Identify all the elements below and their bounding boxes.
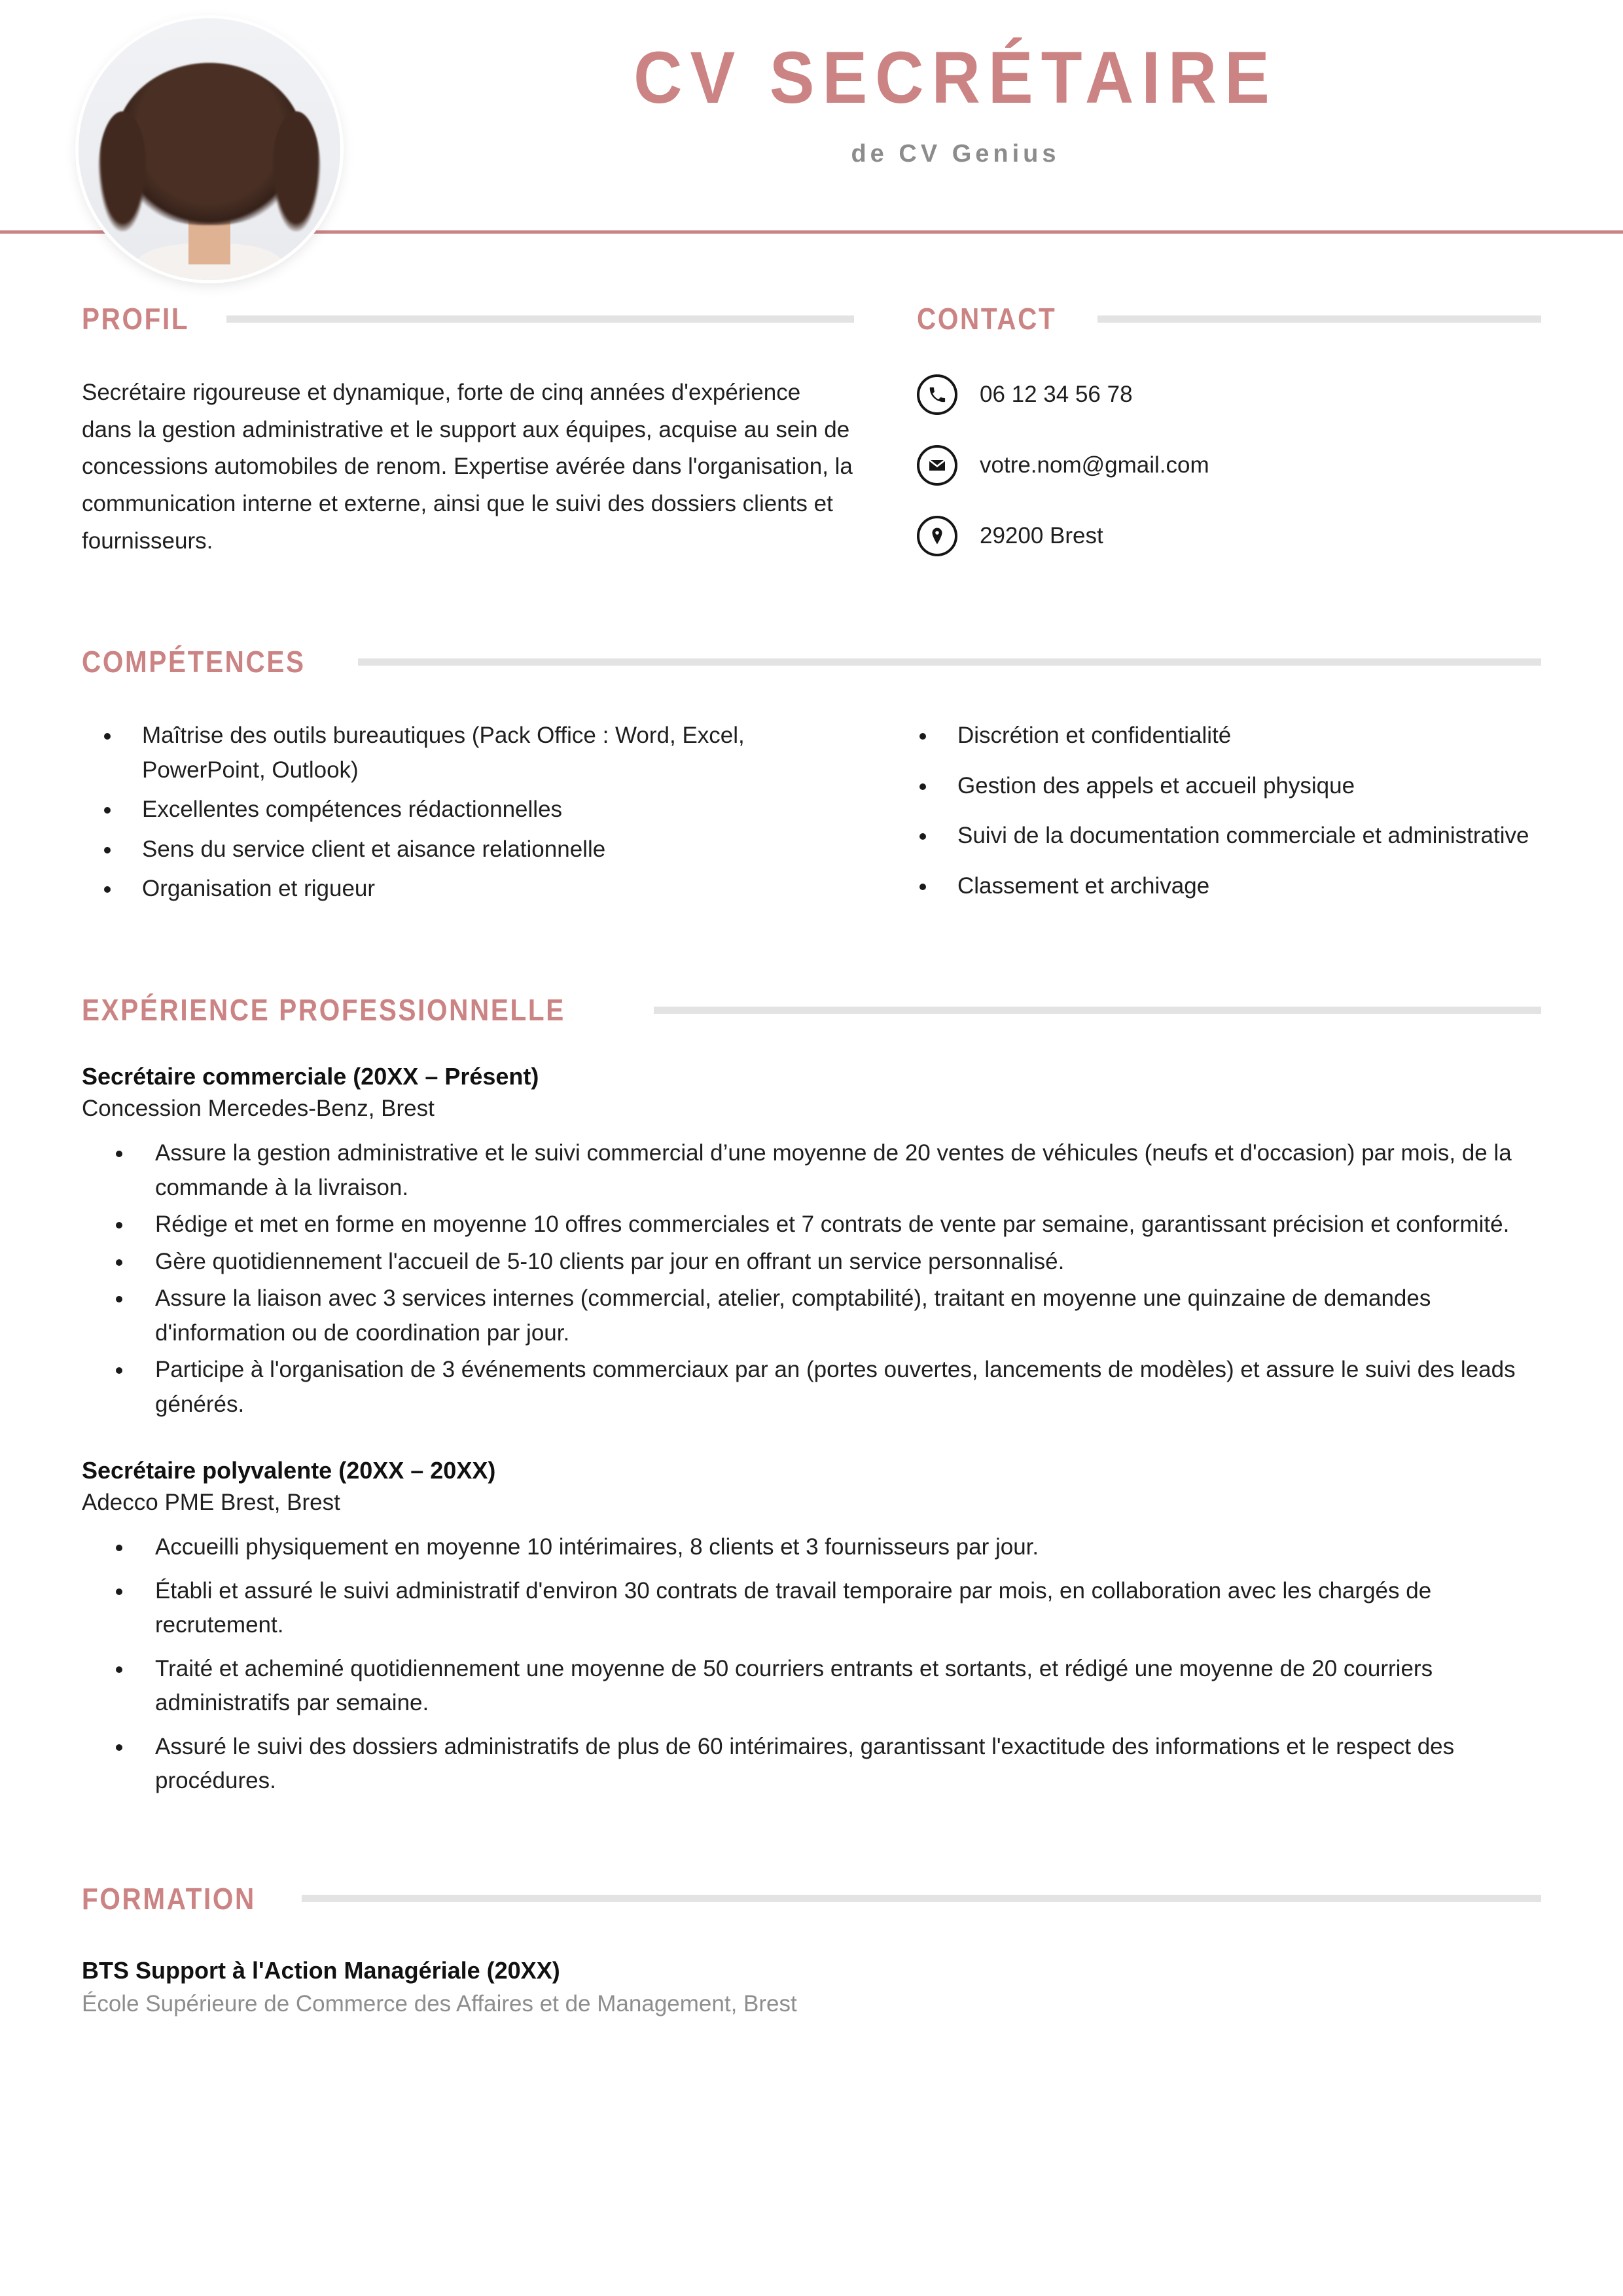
section-divider xyxy=(1097,315,1541,323)
envelope-icon xyxy=(917,445,957,486)
list-item: Gère quotidiennement l'accueil de 5-10 clients par jour en offrant un service personnalisé. xyxy=(155,1245,1541,1280)
list-item: Assure la liaison avec 3 services internes (commercial, atelier, comptabilité), traitant en moyenne une quinzaine de demandes d'information ou de coordination par jour. xyxy=(155,1282,1541,1350)
job-title: Secrétaire polyvalente (20XX – 20XX) xyxy=(82,1457,496,1484)
list-item: Assuré le suivi des dossiers administratifs de plus de 60 intérimaires, garantissant l'exactitude des informations et le respect des procédures. xyxy=(155,1730,1541,1799)
list-item: Sens du service client et aisance relationnelle xyxy=(142,833,834,867)
profile-section xyxy=(82,301,854,586)
contact-email-value: votre.nom@gmail.com xyxy=(980,452,1209,478)
education-school: École Supérieure de Commerce des Affaires et de Management, Brest xyxy=(82,1990,797,2017)
contact-list xyxy=(917,374,1541,556)
experience-job-2 xyxy=(82,1457,1541,1799)
spacer xyxy=(82,586,1541,644)
list-item: Établi et assuré le suivi administratif d'environ 30 contrats de travail temporaire par mois, en collaboration avec les chargés de recrutement. xyxy=(155,1574,1541,1643)
section-divider xyxy=(302,1895,1541,1902)
location-pin-icon xyxy=(917,516,957,556)
spacer xyxy=(82,919,1541,992)
avatar-hair xyxy=(115,63,304,225)
job-company: Adecco PME Brest, Brest xyxy=(82,1490,340,1515)
contact-item-phone[interactable] xyxy=(917,374,1541,415)
list-item: Rédige et met en forme en moyenne 10 offres commerciales et 7 contrats de vente par semaine, garantissant précision et conformité. xyxy=(155,1208,1541,1242)
profile-summary-text: Secrétaire rigoureuse et dynamique, forte de cinq années d'expérience dans la gestion administrative et le support aux équipes, acquise au sein de concessions automobiles de renom. Expertise avérée dans l'organisation, la communication interne et externe, ainsi que le suivi des dossiers clients et fournisseurs. xyxy=(82,380,853,554)
list-item: Discrétion et confidentialité xyxy=(957,719,1541,753)
list-item: Suivi de la documentation commerciale et administrative xyxy=(957,819,1541,853)
list-item: Traité et acheminé quotidiennement une moyenne de 50 courriers entrants et sortants, et rédigé une moyenne de 20 courriers administratifs par semaine. xyxy=(155,1652,1541,1721)
phone-icon xyxy=(917,374,957,415)
skills-columns xyxy=(82,719,1541,919)
skills-list-left xyxy=(82,719,834,906)
profile-section-header xyxy=(82,301,854,336)
section-divider xyxy=(654,1007,1541,1014)
contact-item-email[interactable] xyxy=(917,445,1541,486)
skills-section xyxy=(82,644,1541,919)
skills-column-right xyxy=(897,719,1541,919)
cv-header xyxy=(0,0,1623,301)
section-divider xyxy=(358,658,1541,666)
list-item: Participe à l'organisation de 3 événements commerciaux par an (portes ouvertes, lancements de modèles) et assure le suivi des leads générés. xyxy=(155,1353,1541,1422)
list-item: Accueilli physiquement en moyenne 10 intérimaires, 8 clients et 3 fournisseurs par jour. xyxy=(155,1530,1541,1565)
contact-section xyxy=(917,301,1541,586)
cv-body xyxy=(0,301,1623,2017)
spacer xyxy=(82,1808,1541,1881)
contact-phone-value: 06 12 34 56 78 xyxy=(980,382,1133,407)
job-company: Concession Mercedes-Benz, Brest xyxy=(82,1096,435,1121)
skills-heading: COMPÉTENCES xyxy=(82,645,306,679)
profile-heading: PROFIL xyxy=(82,302,190,336)
skills-column-left xyxy=(82,719,834,919)
skills-list-right xyxy=(897,719,1541,903)
page-subtitle: de CV Genius xyxy=(851,139,1060,168)
page-title: CV SECRÉTAIRE xyxy=(633,37,1277,118)
job-title: Secrétaire commerciale (20XX – Présent) xyxy=(82,1063,539,1090)
list-item: Classement et archivage xyxy=(957,869,1541,904)
experience-section xyxy=(82,992,1541,1799)
avatar xyxy=(79,18,340,280)
contact-location-value: 29200 Brest xyxy=(980,523,1103,548)
contact-heading: CONTACT xyxy=(917,302,1057,336)
job-bullets-1 xyxy=(82,1136,1541,1422)
education-section xyxy=(82,1881,1541,2017)
education-section-header xyxy=(82,1881,1541,1916)
section-divider xyxy=(226,315,854,323)
experience-job-1 xyxy=(82,1063,1541,1422)
header-text-block xyxy=(366,39,1544,168)
contact-item-location[interactable] xyxy=(917,516,1541,556)
list-item: Gestion des appels et accueil physique xyxy=(957,769,1541,804)
list-item: Organisation et rigueur xyxy=(142,872,834,906)
job-bullets-2 xyxy=(82,1530,1541,1799)
contact-section-header xyxy=(917,301,1541,336)
avatar-image xyxy=(79,18,340,280)
education-degree: BTS Support à l'Action Managériale (20XX) xyxy=(82,1956,560,1984)
experience-section-header xyxy=(82,992,1541,1028)
list-item: Maîtrise des outils bureautiques (Pack Office : Word, Excel, PowerPoint, Outlook) xyxy=(142,719,834,787)
experience-heading: EXPÉRIENCE PROFESSIONNELLE xyxy=(82,993,565,1027)
skills-section-header xyxy=(82,644,1541,679)
list-item: Excellentes compétences rédactionnelles xyxy=(142,793,834,827)
list-item: Assure la gestion administrative et le suivi commercial d’une moyenne de 20 ventes de véhicules (neufs et d'occasion) par mois, de la commande à la livraison. xyxy=(155,1136,1541,1205)
education-entry-1 xyxy=(82,1957,1541,2017)
education-heading: FORMATION xyxy=(82,1881,256,1916)
profile-contact-row xyxy=(82,301,1541,586)
